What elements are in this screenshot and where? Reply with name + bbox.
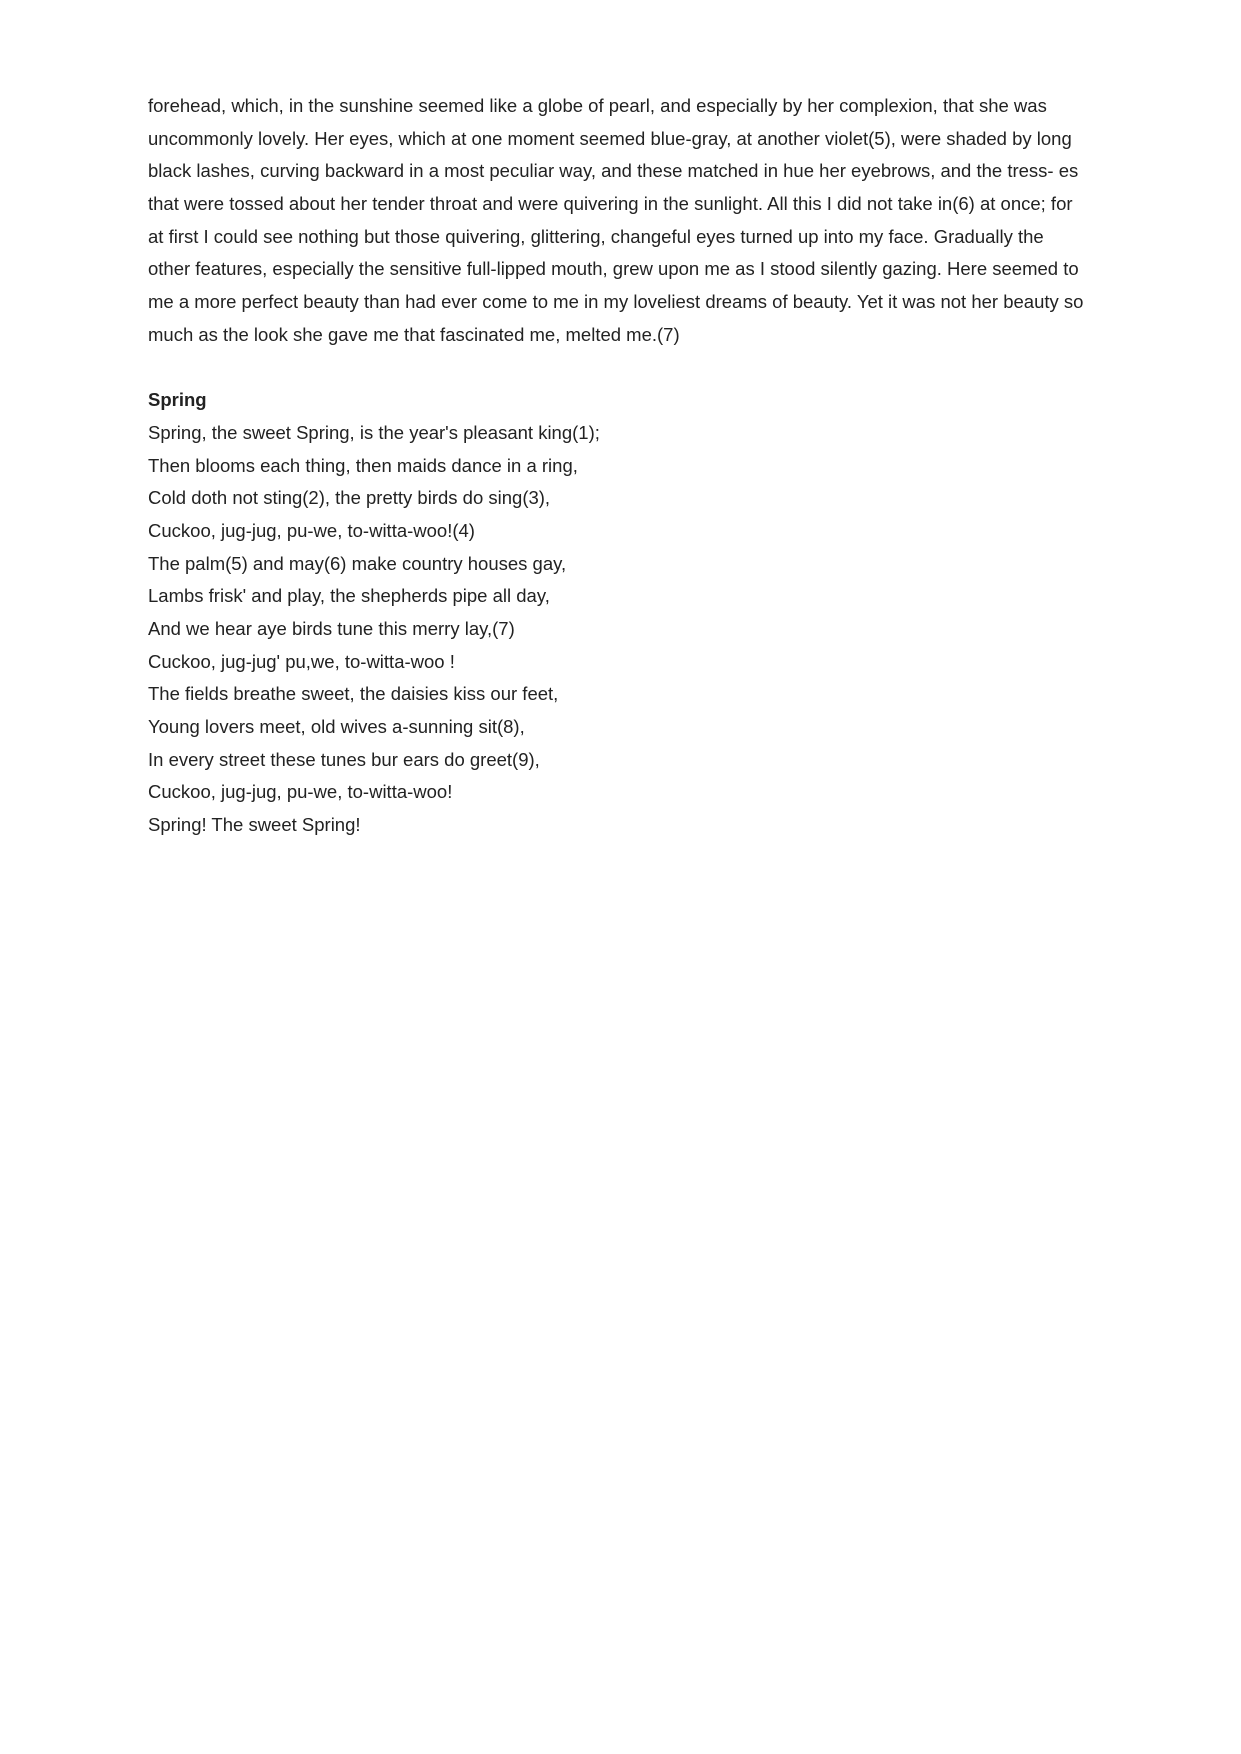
- prose-line: black lashes, curving backward in a most peculiar way, and these matched in hue her eyebrows, and the tress- es: [148, 160, 1079, 182]
- prose-paragraph: [148, 90, 1108, 352]
- prose-line: other features, especially the sensitive full-lipped mouth, grew upon me as I stood silently gazing. Here seemed to: [148, 258, 1079, 280]
- poem-line: Spring, the sweet Spring, is the year's pleasant king(1);: [148, 421, 600, 443]
- poem-line: Lambs frisk' and play, the shepherds pipe all day,: [148, 585, 550, 607]
- prose-line: uncommonly lovely. Her eyes, which at one moment seemed blue-gray, at another violet(5), were shaded by long: [148, 127, 1072, 149]
- poem-line: Young lovers meet, old wives a-sunning sit(8),: [148, 716, 525, 738]
- poem-title: Spring: [148, 389, 207, 411]
- poem-line: Cuckoo, jug-jug' pu,we, to-witta-woo !: [148, 650, 455, 672]
- prose-line: me a more perfect beauty than had ever come to me in my loveliest dreams of beauty. Yet it was not her beauty so: [148, 291, 1084, 313]
- poem-line: Cuckoo, jug-jug, pu-we, to-witta-woo!: [148, 781, 453, 803]
- prose-line: much as the look she gave me that fascinated me, melted me.(7): [148, 323, 680, 345]
- poem-line: Spring! The sweet Spring!: [148, 814, 361, 836]
- prose-line: at first I could see nothing but those quivering, glittering, changeful eyes turned up into my face. Gradually the: [148, 225, 1044, 247]
- poem-line: The palm(5) and may(6) make country houses gay,: [148, 552, 567, 574]
- poem-line: Cuckoo, jug-jug, pu-we, to-witta-woo!(4): [148, 519, 475, 541]
- poem-line: Cold doth not sting(2), the pretty birds do sing(3),: [148, 487, 551, 509]
- prose-line: that were tossed about her tender throat and were quivering in the sunlight. All this I did not take in(6) at once; for: [148, 193, 1073, 215]
- poem-line: The fields breathe sweet, the daisies kiss our feet,: [148, 683, 559, 705]
- prose-line: forehead, which, in the sunshine seemed like a globe of pearl, and especially by her complexion, that she was: [148, 95, 1047, 116]
- poem-line: And we hear aye birds tune this merry lay,(7): [148, 618, 515, 639]
- poem-line: Then blooms each thing, then maids dance in a ring,: [148, 454, 578, 476]
- page-content: [148, 90, 1108, 842]
- poem: [148, 384, 1108, 842]
- poem-line: In every street these tunes bur ears do greet(9),: [148, 748, 540, 770]
